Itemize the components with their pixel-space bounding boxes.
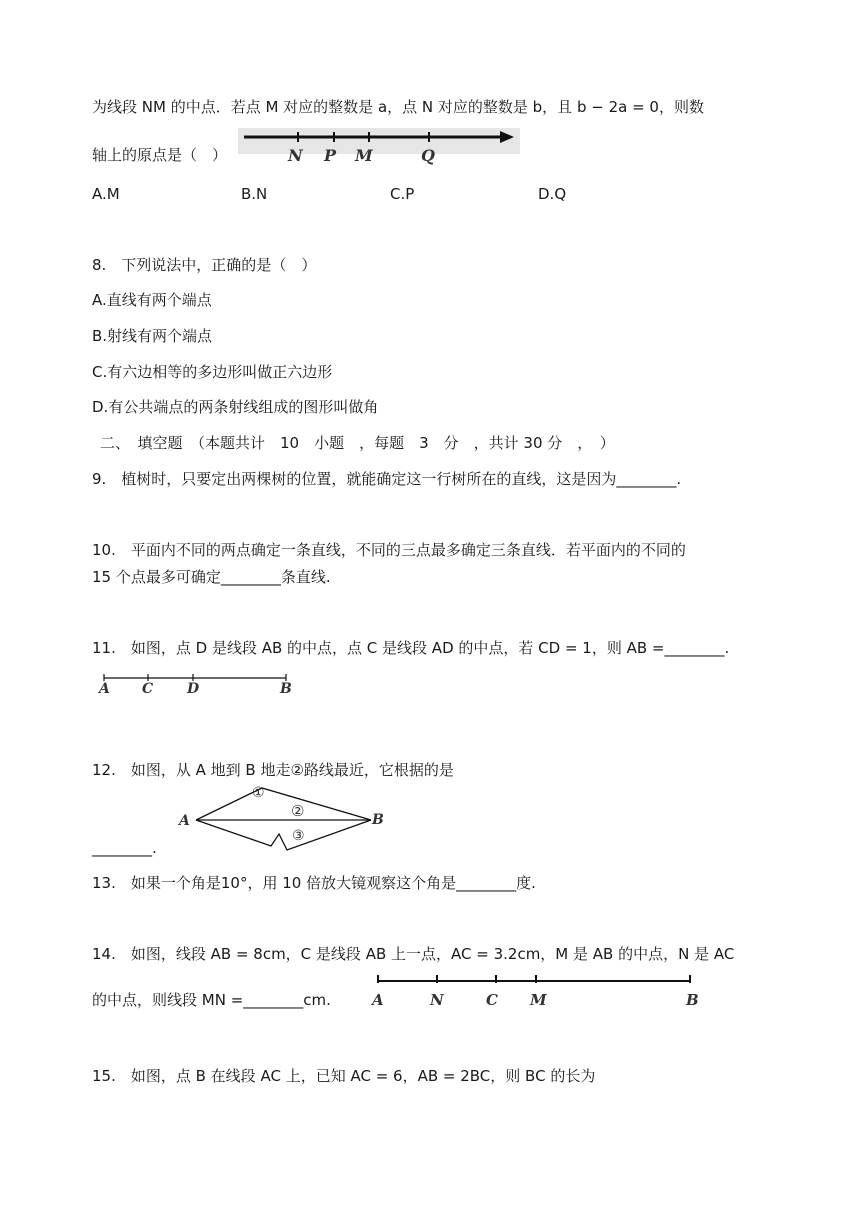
q8-option-a: A.直线有两个端点	[92, 291, 212, 309]
q12-answer-blank: ________.	[92, 839, 157, 857]
q7-option-b: B.N	[241, 185, 268, 203]
label-route-1: ①	[252, 785, 265, 801]
label-q: Q	[421, 146, 435, 165]
label-d: D	[187, 681, 200, 697]
q11-segment-figure	[96, 672, 301, 696]
q8-option-d: D.有公共端点的两条射线组成的图形叫做角	[92, 398, 379, 416]
q12-routes-figure	[174, 778, 389, 853]
label-b: B	[280, 681, 292, 697]
q11-text: 11. 如图，点 D 是线段 AB 的中点，点 C 是线段 AD 的中点，若 CD = 1，则 AB =________.	[92, 639, 730, 657]
q7-line1: 为线段 NM 的中点．若点 M 对应的整数是 a，点 N 对应的整数是 b，且 b − 2a = 0，则数	[92, 98, 704, 116]
label-c: C	[142, 681, 154, 697]
label-route-3: ③	[292, 828, 305, 844]
q7-option-c: C.P	[390, 185, 415, 203]
q10-line1: 10. 平面内不同的两点确定一条直线，不同的三点最多确定三条直线．若平面内的不同的	[92, 541, 686, 559]
q10-line2: 15 个点最多可确定________条直线.	[92, 568, 331, 586]
figure-background	[238, 128, 520, 154]
q15-text: 15. 如图，点 B 在线段 AC 上，已知 AC = 6，AB = 2BC，则 BC 的长为	[92, 1067, 596, 1085]
label-a: A	[179, 813, 190, 829]
label-m: M	[355, 146, 373, 165]
q9-text: 9. 植树时，只要定出两棵树的位置，就能确定这一行树所在的直线，这是因为________.	[92, 470, 682, 488]
label-a: A	[372, 991, 384, 1009]
label-route-2: ②	[291, 802, 305, 820]
q14-line1: 14. 如图，线段 AB = 8cm，C 是线段 AB 上一点，AC = 3.2cm，M 是 AB 的中点，N 是 AC	[92, 945, 735, 963]
label-p: P	[324, 146, 337, 165]
label-a: A	[99, 681, 110, 697]
label-b: B	[372, 812, 384, 828]
label-c: C	[486, 991, 498, 1009]
q8-option-b: B.射线有两个端点	[92, 327, 213, 345]
q7-line2: 轴上的原点是（ ）	[92, 146, 228, 164]
q14-segment-figure	[370, 974, 710, 1010]
q12-text: 12. 如图，从 A 地到 B 地走②路线最近，它根据的是	[92, 761, 454, 779]
q8-option-c: C.有六边相等的多边形叫做正六边形	[92, 363, 333, 381]
label-b: B	[686, 991, 699, 1009]
q13-text: 13. 如果一个角是10°，用 10 倍放大镜观察这个角是________度.	[92, 874, 536, 892]
label-n: N	[430, 991, 444, 1009]
route-1	[196, 788, 371, 820]
q7-option-a: A.M	[92, 185, 120, 203]
label-n: N	[288, 146, 303, 165]
label-m: M	[530, 991, 547, 1009]
q8-stem: 8. 下列说法中，正确的是（ ）	[92, 256, 317, 274]
section-2-heading: 二、 填空题 （本题共计 10 小题 ，每题 3 分 ，共计 30 分 ， ）	[100, 434, 615, 452]
q14-line2: 的中点，则线段 MN =________cm.	[92, 991, 331, 1009]
q7-number-line-figure	[238, 124, 523, 168]
route-3	[196, 820, 371, 850]
q7-option-d: D.Q	[538, 185, 567, 203]
